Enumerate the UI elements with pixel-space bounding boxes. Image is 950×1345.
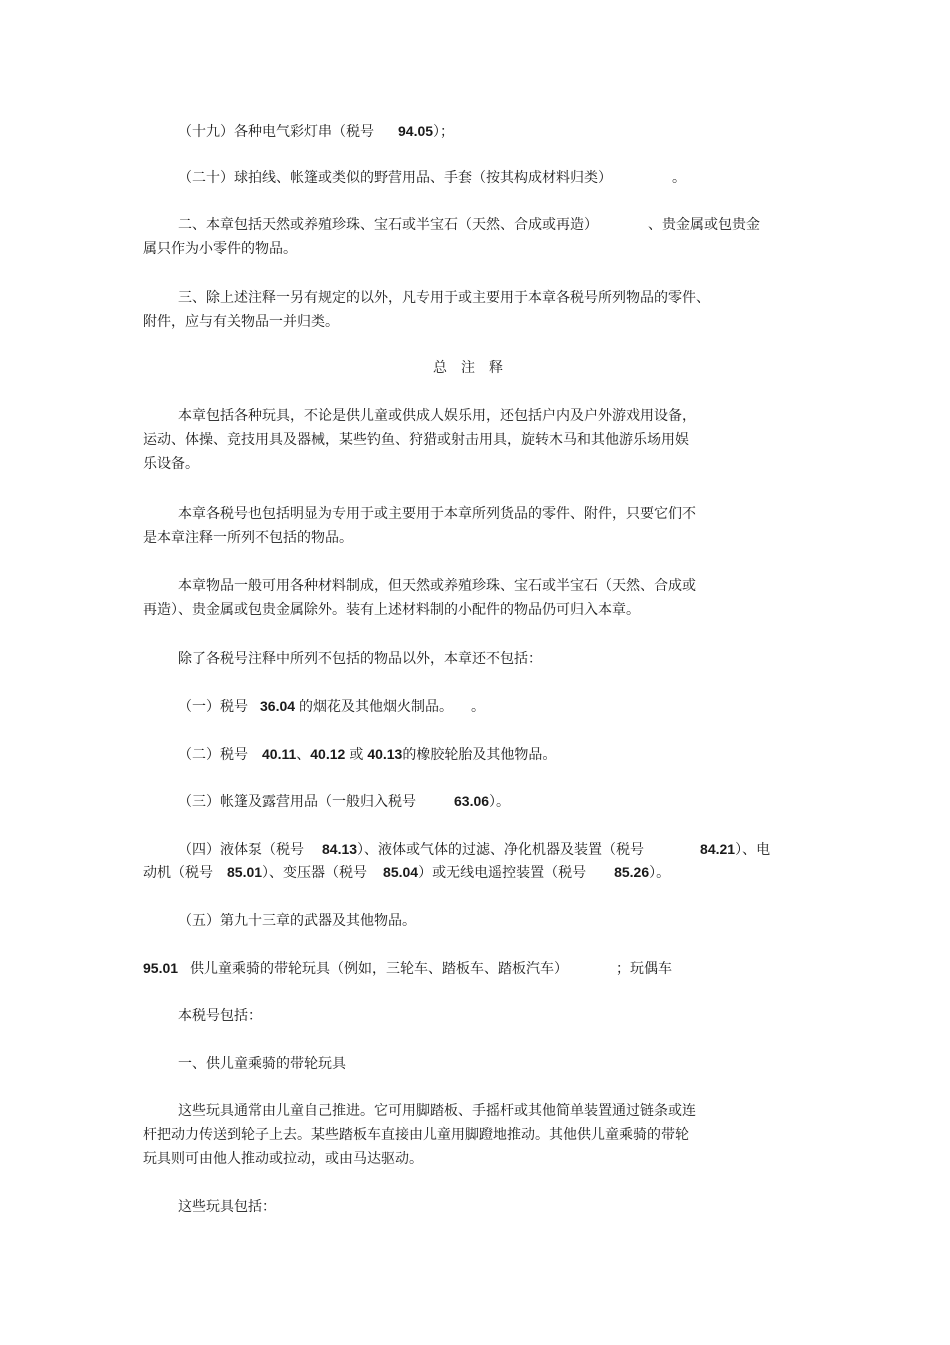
note-2-line-1: 二、本章包括天然或养殖珍珠、宝石或半宝石（天然、合成或再造） 、贵金属或包贵金: [178, 217, 760, 233]
note-3-line-2: 附件，应与有关物品一并归类。: [143, 314, 339, 330]
note-item-19: （十九）各种电气彩灯串（税号 94.05）；: [178, 123, 455, 140]
body-p1-line-1: 这些玩具通常由儿童自己推进。它可用脚踏板、手摇杆或其他简单装置通过链条或连: [178, 1103, 696, 1119]
general-p1-line-3: 乐设备。: [143, 456, 199, 472]
heading-text: 供儿童乘骑的带轮玩具（例如，三轮车、踏板车、踏板汽车）: [190, 961, 569, 977]
general-p2-line-1: 本章各税号也包括明显为专用于或主要用于本章所列货品的零件、附件，只要它们不: [178, 506, 696, 522]
exclusion-1: （一）税号 36.04 的烟花及其他烟火制品。 。: [178, 698, 486, 715]
body-sub-1: 一、供儿童乘骑的带轮玩具: [178, 1056, 346, 1072]
general-p2-line-2: 是本章注释一所列不包括的物品。: [143, 530, 353, 546]
exclusion-3: （三）帐篷及露营用品（一般归入税号 63.06）。: [178, 793, 511, 810]
body-includes: 本税号包括：: [178, 1008, 262, 1024]
exclusion-4-line-2: 动机（税号 85.01）、变压器（税号 85.04）或无线电遥控装置（税号 85.26）。: [143, 864, 671, 881]
general-p3-line-1: 本章物品一般可用各种材料制成，但天然或养殖珍珠、宝石或半宝石（天然、合成或: [178, 578, 696, 594]
note-3-line-1: 三、除上述注释一另有规定的以外，凡专用于或主要用于本章各税号所列物品的零件、: [178, 290, 710, 306]
note-item-20: （二十）球拍线、帐篷或类似的野营用品、手套（按其构成材料归类） 。: [178, 170, 686, 186]
heading-code: 95.01: [143, 960, 179, 976]
exclusion-5: （五）第九十三章的武器及其他物品。: [178, 913, 416, 929]
general-p1-line-2: 运动、体操、竞技用具及器械，某些钓鱼、狩猎或射击用具，旋转木马和其他游乐场用娱: [143, 432, 689, 448]
exclusion-4-line-1: （四）液体泵（税号 84.13）、液体或气体的过滤、净化机器及装置（税号 84.21）、电: [178, 841, 771, 858]
heading-95-01: 95.01 供儿童乘骑的带轮玩具（例如，三轮车、踏板车、踏板汽车） ；玩偶车: [143, 960, 673, 977]
body-p1-line-3: 玩具则可由他人推动或拉动，或由马达驱动。: [143, 1151, 423, 1167]
body-p1-line-2: 杆把动力传送到轮子上去。某些踏板车直接由儿童用脚蹬地推动。其他供儿童乘骑的带轮: [143, 1127, 689, 1143]
general-p1-line-1: 本章包括各种玩具，不论是供儿童或供成人娱乐用，还包括户内及户外游戏用设备，: [178, 408, 696, 424]
general-notes-title: 总注释: [433, 360, 517, 376]
general-p3-line-2: 再造）、贵金属或包贵金属除外。装有上述材料制的小配件的物品仍可归入本章。: [143, 602, 640, 618]
note-2-line-2: 属只作为小零件的物品。: [143, 241, 297, 257]
body-p2: 这些玩具包括：: [178, 1199, 276, 1215]
general-p4: 除了各税号注释中所列不包括的物品以外，本章还不包括：: [178, 651, 542, 667]
exclusion-2: （二）税号 40.11、40.12 或 40.13的橡胶轮胎及其他物品。: [178, 746, 557, 763]
